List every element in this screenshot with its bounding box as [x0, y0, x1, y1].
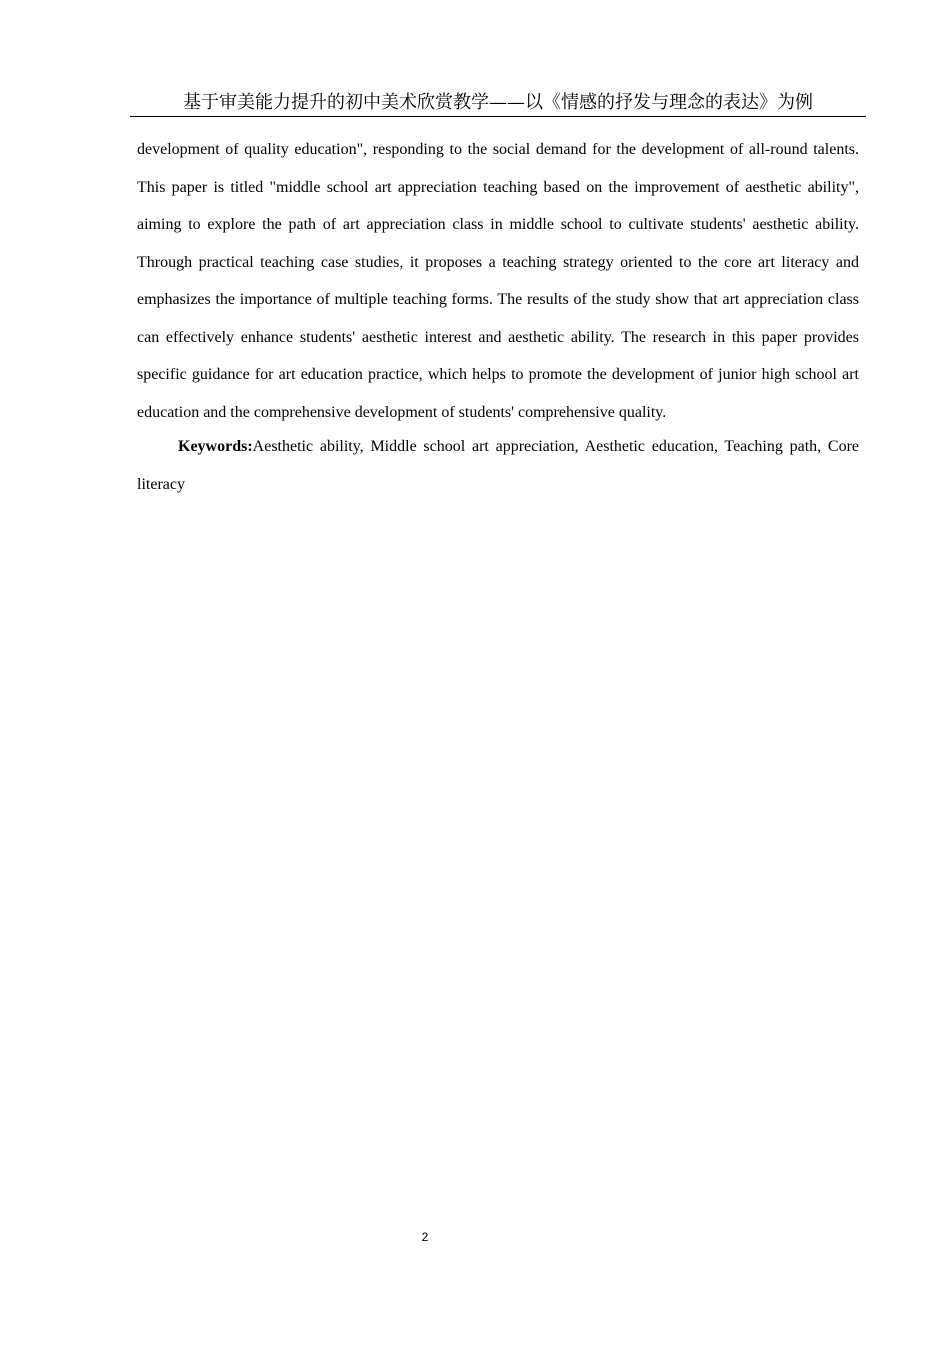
- keywords-list: Aesthetic ability, Middle school art appreciation, Aesthetic education, Teaching path, Core literacy: [137, 438, 859, 493]
- keywords-line: [137, 428, 859, 503]
- running-header-title: 基于审美能力提升的初中美术欣赏教学——以《情感的抒发与理念的表达》为例: [130, 90, 866, 117]
- page-number: 2: [421, 1230, 429, 1244]
- abstract-section: [137, 131, 859, 503]
- abstract-paragraph: development of quality education", responding to the social demand for the development of all-round talents. This paper is titled "middle school art appreciation teaching based on the improvement of aesthetic ability", aiming to explore the path of art appreciation class in middle school to cultivate students' aesthetic ability. Through practical teaching case studies, it proposes a teaching strategy oriented to the core art literacy and emphasizes the importance of multiple teaching forms. The results of the study show that art appreciation class can effectively enhance students' aesthetic interest and aesthetic ability. The research in this paper provides specific guidance for art education practice, which helps to promote the development of junior high school art education and the comprehensive development of students' comprehensive quality.: [137, 141, 859, 421]
- keywords-label: Keywords:: [178, 438, 253, 455]
